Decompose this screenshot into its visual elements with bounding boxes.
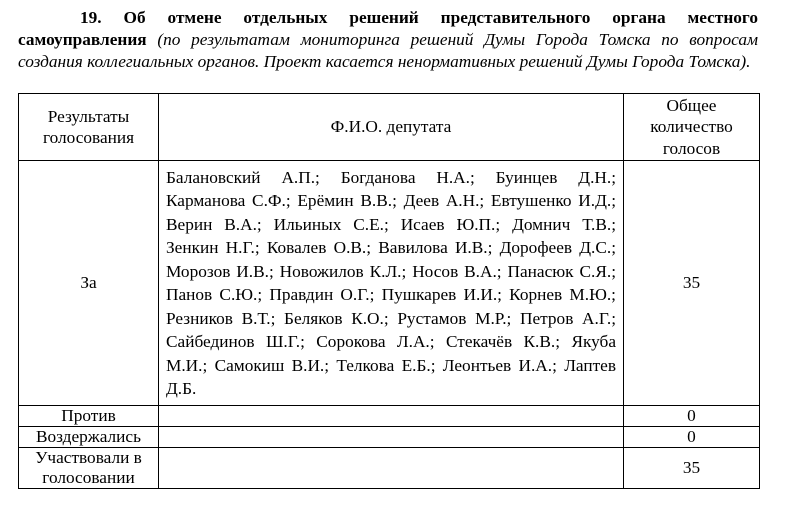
header-total: Общее количество голосов [624, 94, 760, 161]
item-heading [18, 7, 758, 73]
table-header-row [19, 94, 760, 161]
deputies-list: Балановский А.П.; Богданова Н.А.; Буинцев Д.Н.; Карманова С.Ф.; Ерёмин В.В.; Деев А.Н.; Евтушенко И.Д.; Верин В.А.; Ильиных С.Е.; Исаев Ю.П.; Домнич Т.В.; Зенкин Н.Г.; Ковалев О.В.; Вавилова И.В.; Дорофеев Д.С.; Морозов И.В.; Новожилов К.Л.; Носов В.А.; Панасюк С.Я.; Панов С.Ю.; Правдин О.Г.; Пушкарев И.И.; Корнев М.Ю.; Резников В.Т.; Беляков К.О.; Рустамов М.Р.; Петров А.Г.; Сайбединов Ш.Г.; Сорокова Л.А.; Стекачёв К.В.; Якуба М.И.; Самокиш В.И.; Телкова Е.Б.; Леонтьев И.А.; Лаптев Д.Б. [159, 161, 624, 406]
item-title: Об отмене отдельных решений представительного органа местного самоуправления [18, 8, 758, 49]
result-label: Участвовали в голосовании [19, 448, 159, 489]
deputies-list [159, 406, 624, 427]
vote-count: 35 [624, 448, 760, 489]
header-deputies: Ф.И.О. депутата [159, 94, 624, 161]
result-label: За [19, 161, 159, 406]
deputies-list [159, 427, 624, 448]
table-row-for [19, 161, 760, 406]
table-row-abstained [19, 427, 760, 448]
vote-count: 0 [624, 427, 760, 448]
vote-count: 35 [624, 161, 760, 406]
item-number: 19. [80, 8, 102, 27]
voting-results-table [18, 93, 760, 489]
table-row-participated [19, 448, 760, 489]
table-row-against [19, 406, 760, 427]
result-label: Воздержались [19, 427, 159, 448]
item-note: (по результатам мониторинга решений Думы Города Томска по вопросам создания коллегиальных органов. Проект касается ненормативных решений Думы Города Томска). [18, 30, 758, 71]
deputies-list [159, 448, 624, 489]
vote-count: 0 [624, 406, 760, 427]
header-results: Результаты голосования [19, 94, 159, 161]
result-label: Против [19, 406, 159, 427]
